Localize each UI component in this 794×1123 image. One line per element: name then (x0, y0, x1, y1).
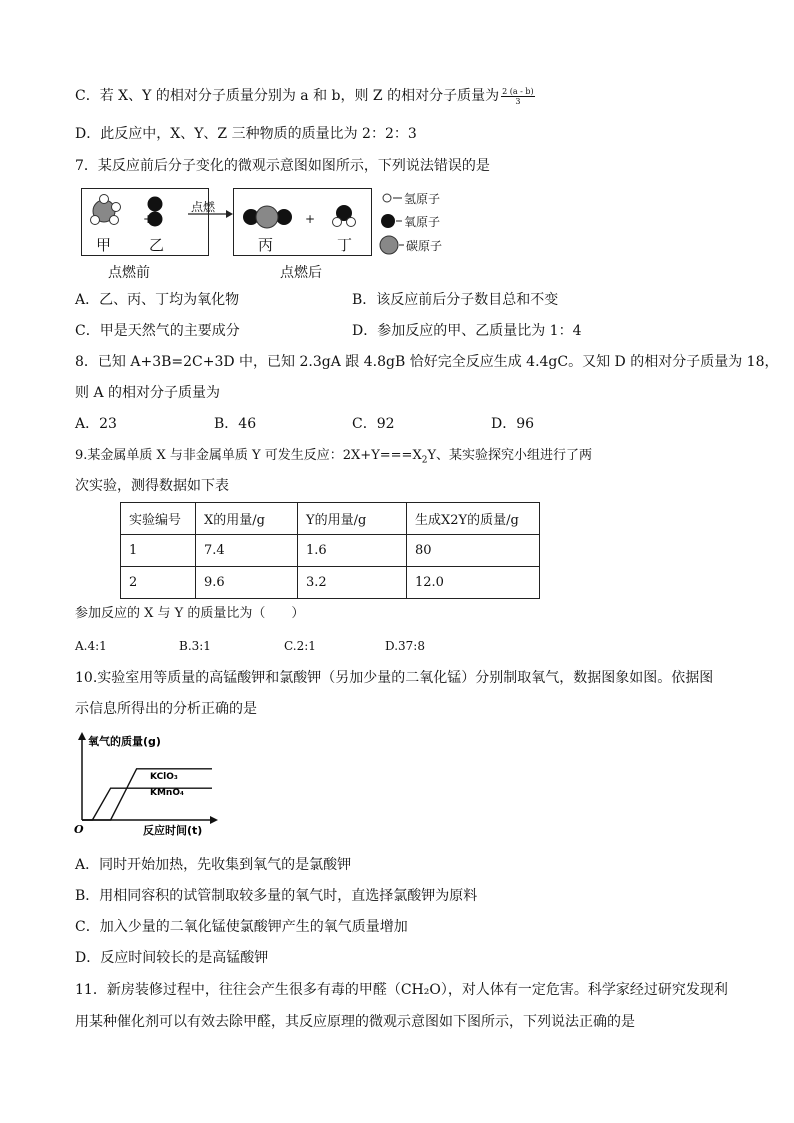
table-header: 生成X2Y的质量/g (407, 503, 540, 535)
question-7-stem: 7．某反应前后分子变化的微观示意图如图所示，下列说法错误的是 (75, 158, 490, 174)
fraction-numerator: 2 (a - b) (502, 86, 534, 96)
origin-label: O (74, 823, 84, 836)
question-8-stem-2: 则 A 的相对分子质量为 (75, 385, 221, 401)
question-11-stem-1: 11．新房装修过程中，往往会产生很多有毒的甲醛（CH₂O），对人体有一定危害。科学家经过研究发现利 (75, 982, 728, 998)
q9-option-c: C.2:1 (284, 639, 316, 653)
question-10-stem-2: 示信息所得出的分析正确的是 (75, 701, 257, 717)
q8-option-a: A．23 (75, 416, 117, 432)
q10-option-a: A．同时开始加热，先收集到氧气的是氯酸钾 (75, 857, 352, 873)
q9-stem-part-b: Y、某实验探究小组进行了两 (427, 448, 593, 463)
table-header: X的用量/g (196, 503, 298, 535)
table-cell: 7.4 (196, 535, 298, 567)
plus-sign-2: + (305, 212, 316, 226)
methane-molecule (91, 195, 121, 225)
y-axis-label: 氧气的质量(g) (88, 735, 161, 748)
series-line-kclo3 (82, 769, 212, 820)
molecule-diagram (0, 0, 794, 300)
question-11-stem-2: 用某种催化剂可以有效去除甲醛，其反应原理的微观示意图如下图所示，下列说法正确的是 (75, 1014, 635, 1030)
legend-hydrogen: 氢原子 (404, 192, 441, 206)
oxygen-mass-chart (74, 732, 224, 840)
after-label: 点燃后 (280, 265, 322, 281)
table-header-row (121, 503, 540, 535)
label-ding: 丁 (337, 236, 353, 254)
series-label-kclo3: KClO₃ (150, 772, 178, 782)
table-header: 实验编号 (121, 503, 196, 535)
y-axis-arrow (78, 732, 86, 740)
oxygen-atom-icon (381, 214, 395, 228)
x-axis-arrow (210, 816, 218, 824)
q8-option-c: C．92 (352, 416, 395, 432)
table-row (121, 567, 540, 599)
q9-option-d: D.37:8 (385, 639, 425, 653)
hydrogen-atom-icon (383, 194, 391, 202)
q9-option-b: B.3:1 (179, 639, 211, 653)
q8-option-b: B．46 (214, 416, 257, 432)
q7-option-a: A．乙、丙、丁均为氧化物 (75, 292, 240, 308)
table-header: Y的用量/g (298, 503, 407, 535)
legend-oxygen: 氧原子 (404, 215, 441, 229)
question-9-stem-2: 次实验，测得数据如下表 (75, 478, 229, 494)
q8-option-d: D．96 (491, 416, 535, 432)
label-yi: 乙 (149, 236, 165, 254)
option-c-prefix: C．若 X、Y 的相对分子质量分别为 a 和 b，则 Z 的相对分子质量为 (75, 88, 500, 104)
plus-sign-1: + (143, 212, 154, 226)
table-cell: 1 (121, 535, 196, 567)
table-row (121, 535, 540, 567)
label-bing: 丙 (258, 236, 274, 254)
table-cell: 2 (121, 567, 196, 599)
before-label: 点燃前 (108, 265, 150, 281)
water-molecule (333, 205, 356, 227)
label-jia: 甲 (96, 236, 112, 254)
experiment-table (120, 502, 540, 599)
q10-option-b: B．用相同容积的试管制取较多量的氧气时，直选择氯酸钾为原料 (75, 888, 478, 904)
q9-stem-part-a: 9.某金属单质 X 与非金属单质 Y 可发生反应：2X+Y===X (75, 448, 422, 463)
question-9-ask: 参加反应的 X 与 Y 的质量比为（ ） (75, 606, 305, 621)
question-9-stem-1 (75, 446, 592, 471)
carbon-dioxide-molecule (243, 206, 292, 228)
question-10-stem-1: 10.实验室用等质量的高锰酸钾和氯酸钾（另加少量的二氧化锰）分别制取氧气，数据图象如图。依据图 (75, 670, 714, 686)
carbon-atom-icon (380, 236, 398, 254)
series-layer (82, 769, 212, 820)
table-cell: 3.2 (298, 567, 407, 599)
question-8-stem-1: 8．已知 A+3B=2C+3D 中，已知 2.3gA 跟 4.8gB 恰好完全反应生成 4.4gC。又知 D 的相对分子质量为 18， (75, 354, 779, 370)
q7-option-b: B．该反应前后分子数目总和不变 (352, 292, 559, 308)
q9-option-a: A.4:1 (75, 639, 107, 653)
q10-option-c: C．加入少量的二氧化锰使氯酸钾产生的氧气质量增加 (75, 919, 408, 935)
arrow-head (226, 210, 233, 218)
fraction-denominator: 3 (515, 96, 521, 106)
option-d-text: D．此反应中，X、Y、Z 三种物质的质量比为 2：2：3 (75, 126, 417, 142)
x-axis-label: 反应时间(t) (143, 824, 203, 837)
q10-option-d: D．反应时间较长的是高锰酸钾 (75, 950, 269, 966)
q9-subscript: 2 (421, 455, 428, 466)
series-line-kmno4 (82, 788, 212, 820)
series-label-kmno4: KMnO₄ (150, 788, 184, 798)
table-cell: 80 (407, 535, 540, 567)
arrow-label: 点燃 (191, 200, 216, 214)
q7-option-d: D．参加反应的甲、乙质量比为 1：4 (352, 323, 582, 339)
q7-option-c: C．甲是天然气的主要成分 (75, 323, 240, 339)
table-cell: 1.6 (298, 535, 407, 567)
legend-carbon: 碳原子 (406, 239, 443, 253)
table-cell: 12.0 (407, 567, 540, 599)
table-cell: 9.6 (196, 567, 298, 599)
